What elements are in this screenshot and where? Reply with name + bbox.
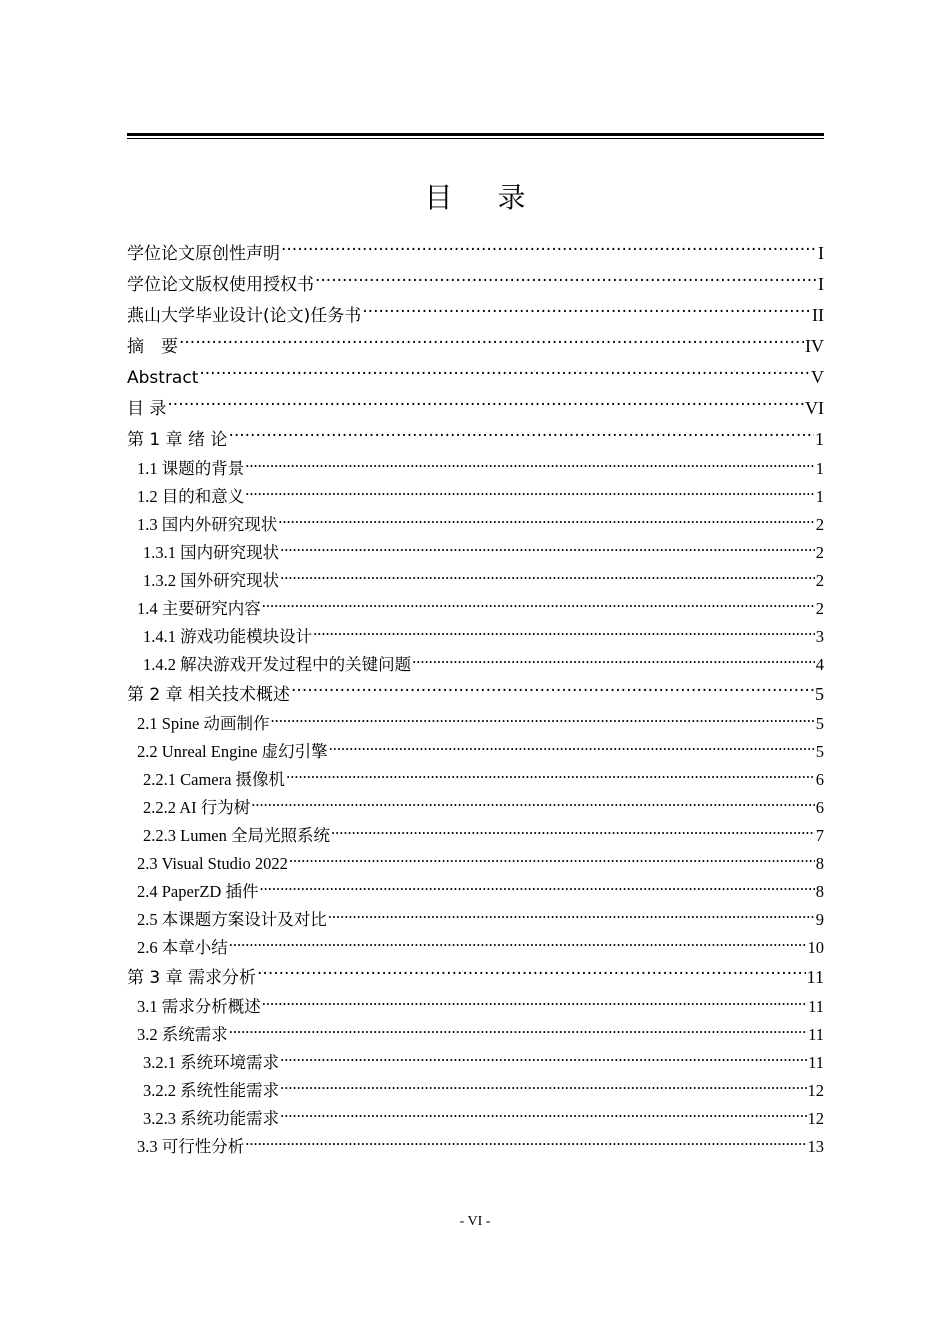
toc-entry-title: 1.4 主要研究内容 [137, 599, 261, 618]
toc-entry-page: 5 [815, 714, 824, 733]
toc-entry-title: 1.3.1 国内研究现状 [143, 543, 280, 562]
toc-dot-leader [329, 741, 815, 758]
toc-entry-page: 2 [815, 599, 824, 618]
toc-entry-page: 11 [808, 997, 824, 1016]
toc-entry[interactable] [127, 1021, 824, 1049]
toc-entry-page: 8 [815, 854, 824, 873]
toc-dot-leader [251, 797, 815, 814]
toc-entry-page: VI [805, 398, 824, 418]
toc-entry[interactable] [127, 651, 824, 679]
toc-entry[interactable] [127, 424, 824, 455]
toc-entry[interactable] [127, 1133, 824, 1161]
toc-dot-leader [313, 626, 815, 643]
toc-entry-title: 燕山大学毕业设计(论文)任务书 [127, 306, 362, 326]
toc-dot-leader [199, 366, 810, 383]
toc-dot-leader [328, 909, 815, 926]
toc-dot-leader [259, 881, 814, 898]
header-rule-thick [127, 133, 824, 136]
toc-entry-page: 6 [815, 798, 824, 817]
toc-entry-page: 3 [815, 627, 824, 646]
toc-entry-title: 学位论文版权使用授权书 [127, 275, 314, 295]
toc-entry[interactable] [127, 710, 824, 738]
toc-entry-title: 2.1 Spine 动画制作 [137, 714, 270, 733]
toc-entry-page: 11 [806, 967, 824, 987]
toc-entry-page: 11 [808, 1025, 824, 1044]
toc-entry-title: 学位论文原创性声明 [127, 244, 280, 264]
toc-entry-title: 1.1 课题的背景 [137, 459, 245, 478]
toc-entry-title: 3.3 可行性分析 [137, 1137, 245, 1156]
toc-entry-page: 12 [807, 1109, 824, 1128]
toc-entry[interactable] [127, 878, 824, 906]
toc-entry-title: 3.2 系统需求 [137, 1025, 228, 1044]
toc-dot-leader [245, 1136, 806, 1153]
toc-entry-title: 1.3 国内外研究现状 [137, 515, 278, 534]
toc-entry[interactable] [127, 455, 824, 483]
toc-entry[interactable] [127, 567, 824, 595]
toc-entry-title: 1.4.2 解决游戏开发过程中的关键问题 [143, 655, 412, 674]
toc-dot-leader [291, 683, 814, 700]
toc-entry-title: 2.2 Unreal Engine 虚幻引擎 [137, 742, 328, 761]
toc-dot-leader [179, 335, 804, 352]
toc-entry-page: II [812, 305, 824, 325]
toc-entry[interactable] [127, 300, 824, 331]
toc-entry[interactable] [127, 331, 824, 362]
toc-dot-leader [281, 242, 817, 259]
toc-entry-page: 11 [808, 1053, 824, 1072]
toc-entry-page: 1 [815, 429, 824, 449]
toc-entry[interactable] [127, 934, 824, 962]
toc-entry[interactable] [127, 766, 824, 794]
toc-entry-title: 2.6 本章小结 [137, 938, 228, 957]
toc-entry-title: 2.2.3 Lumen 全局光照系统 [143, 826, 330, 845]
toc-entry[interactable] [127, 850, 824, 878]
toc-dot-leader [262, 996, 807, 1013]
toc-dot-leader [245, 458, 815, 475]
toc-entry-page: 7 [815, 826, 824, 845]
toc-entry-title: Abstract [127, 368, 199, 388]
toc-entry-page: 4 [815, 655, 824, 674]
toc-entry-title: 1.2 目的和意义 [137, 487, 245, 506]
toc-entry-page: 2 [815, 571, 824, 590]
toc-entry[interactable] [127, 483, 824, 511]
toc-entry-page: I [818, 243, 824, 263]
toc-entry-page: 2 [815, 515, 824, 534]
toc-dot-leader [412, 654, 815, 671]
toc-entry-title: 2.2.2 AI 行为树 [143, 798, 251, 817]
toc-entry-title: 摘 要 [127, 337, 178, 357]
table-of-contents [127, 238, 824, 1161]
toc-entry-title: 2.4 PaperZD 插件 [137, 882, 259, 901]
toc-entry-page: 5 [815, 684, 824, 704]
toc-entry-title: 第 2 章 相关技术概述 [127, 685, 291, 705]
toc-entry[interactable] [127, 794, 824, 822]
toc-dot-leader [280, 542, 815, 559]
toc-entry[interactable] [127, 738, 824, 766]
toc-entry[interactable] [127, 623, 824, 651]
toc-dot-leader [286, 769, 815, 786]
toc-entry-title: 1.3.2 国外研究现状 [143, 571, 280, 590]
toc-entry-page: 13 [807, 1137, 824, 1156]
toc-entry[interactable] [127, 511, 824, 539]
toc-entry-title: 3.2.2 系统性能需求 [143, 1081, 280, 1100]
toc-dot-leader [262, 598, 815, 615]
toc-dot-leader [331, 825, 815, 842]
toc-entry-title: 2.2.1 Camera 摄像机 [143, 770, 286, 789]
toc-entry[interactable] [127, 1077, 824, 1105]
toc-dot-leader [228, 428, 814, 445]
toc-dot-leader [362, 304, 811, 321]
toc-dot-leader [280, 1080, 806, 1097]
toc-dot-leader [257, 966, 806, 983]
toc-entry-page: I [818, 274, 824, 294]
toc-dot-leader [245, 486, 815, 503]
toc-entry-page: 9 [815, 910, 824, 929]
toc-entry-page: 6 [815, 770, 824, 789]
toc-entry-page: IV [805, 336, 824, 356]
toc-dot-leader [270, 713, 814, 730]
toc-dot-leader [167, 397, 804, 414]
toc-entry[interactable] [127, 362, 824, 393]
toc-entry[interactable] [127, 679, 824, 710]
header-rule-thin [127, 138, 824, 139]
toc-dot-leader [229, 1024, 807, 1041]
toc-entry-title: 3.2.3 系统功能需求 [143, 1109, 280, 1128]
toc-entry[interactable] [127, 822, 824, 850]
toc-entry-page: V [811, 367, 824, 387]
toc-entry-page: 1 [815, 487, 824, 506]
toc-entry[interactable] [127, 993, 824, 1021]
page-title: 目 录 [424, 181, 544, 214]
toc-entry[interactable] [127, 962, 824, 993]
toc-entry-page: 10 [807, 938, 824, 957]
toc-entry-title: 1.4.1 游戏功能模块设计 [143, 627, 313, 646]
toc-entry-title: 第 1 章 绪 论 [127, 430, 228, 450]
toc-dot-leader [229, 937, 807, 954]
toc-entry[interactable] [127, 238, 824, 269]
toc-entry[interactable] [127, 595, 824, 623]
toc-dot-leader [278, 514, 815, 531]
toc-entry-page: 12 [807, 1081, 824, 1100]
toc-dot-leader [315, 273, 817, 290]
toc-entry-title: 第 3 章 需求分析 [127, 968, 257, 988]
toc-entry-page: 2 [815, 543, 824, 562]
toc-dot-leader [289, 853, 815, 870]
toc-entry-title: 2.5 本课题方案设计及对比 [137, 910, 327, 929]
toc-entry-page: 8 [815, 882, 824, 901]
toc-entry[interactable] [127, 906, 824, 934]
toc-entry-title: 目 录 [127, 399, 167, 419]
toc-entry[interactable] [127, 269, 824, 300]
page-number-footer: - VI - [459, 1214, 491, 1229]
toc-entry-title: 3.2.1 系统环境需求 [143, 1053, 280, 1072]
toc-dot-leader [280, 570, 815, 587]
toc-entry[interactable] [127, 1049, 824, 1077]
toc-dot-leader [280, 1052, 807, 1069]
toc-entry-page: 5 [815, 742, 824, 761]
toc-dot-leader [280, 1108, 806, 1125]
toc-entry[interactable] [127, 1105, 824, 1133]
toc-entry[interactable] [127, 393, 824, 424]
toc-entry-page: 1 [815, 459, 824, 478]
toc-entry-title: 3.1 需求分析概述 [137, 997, 261, 1016]
toc-entry-title: 2.3 Visual Studio 2022 [137, 854, 288, 873]
toc-entry[interactable] [127, 539, 824, 567]
